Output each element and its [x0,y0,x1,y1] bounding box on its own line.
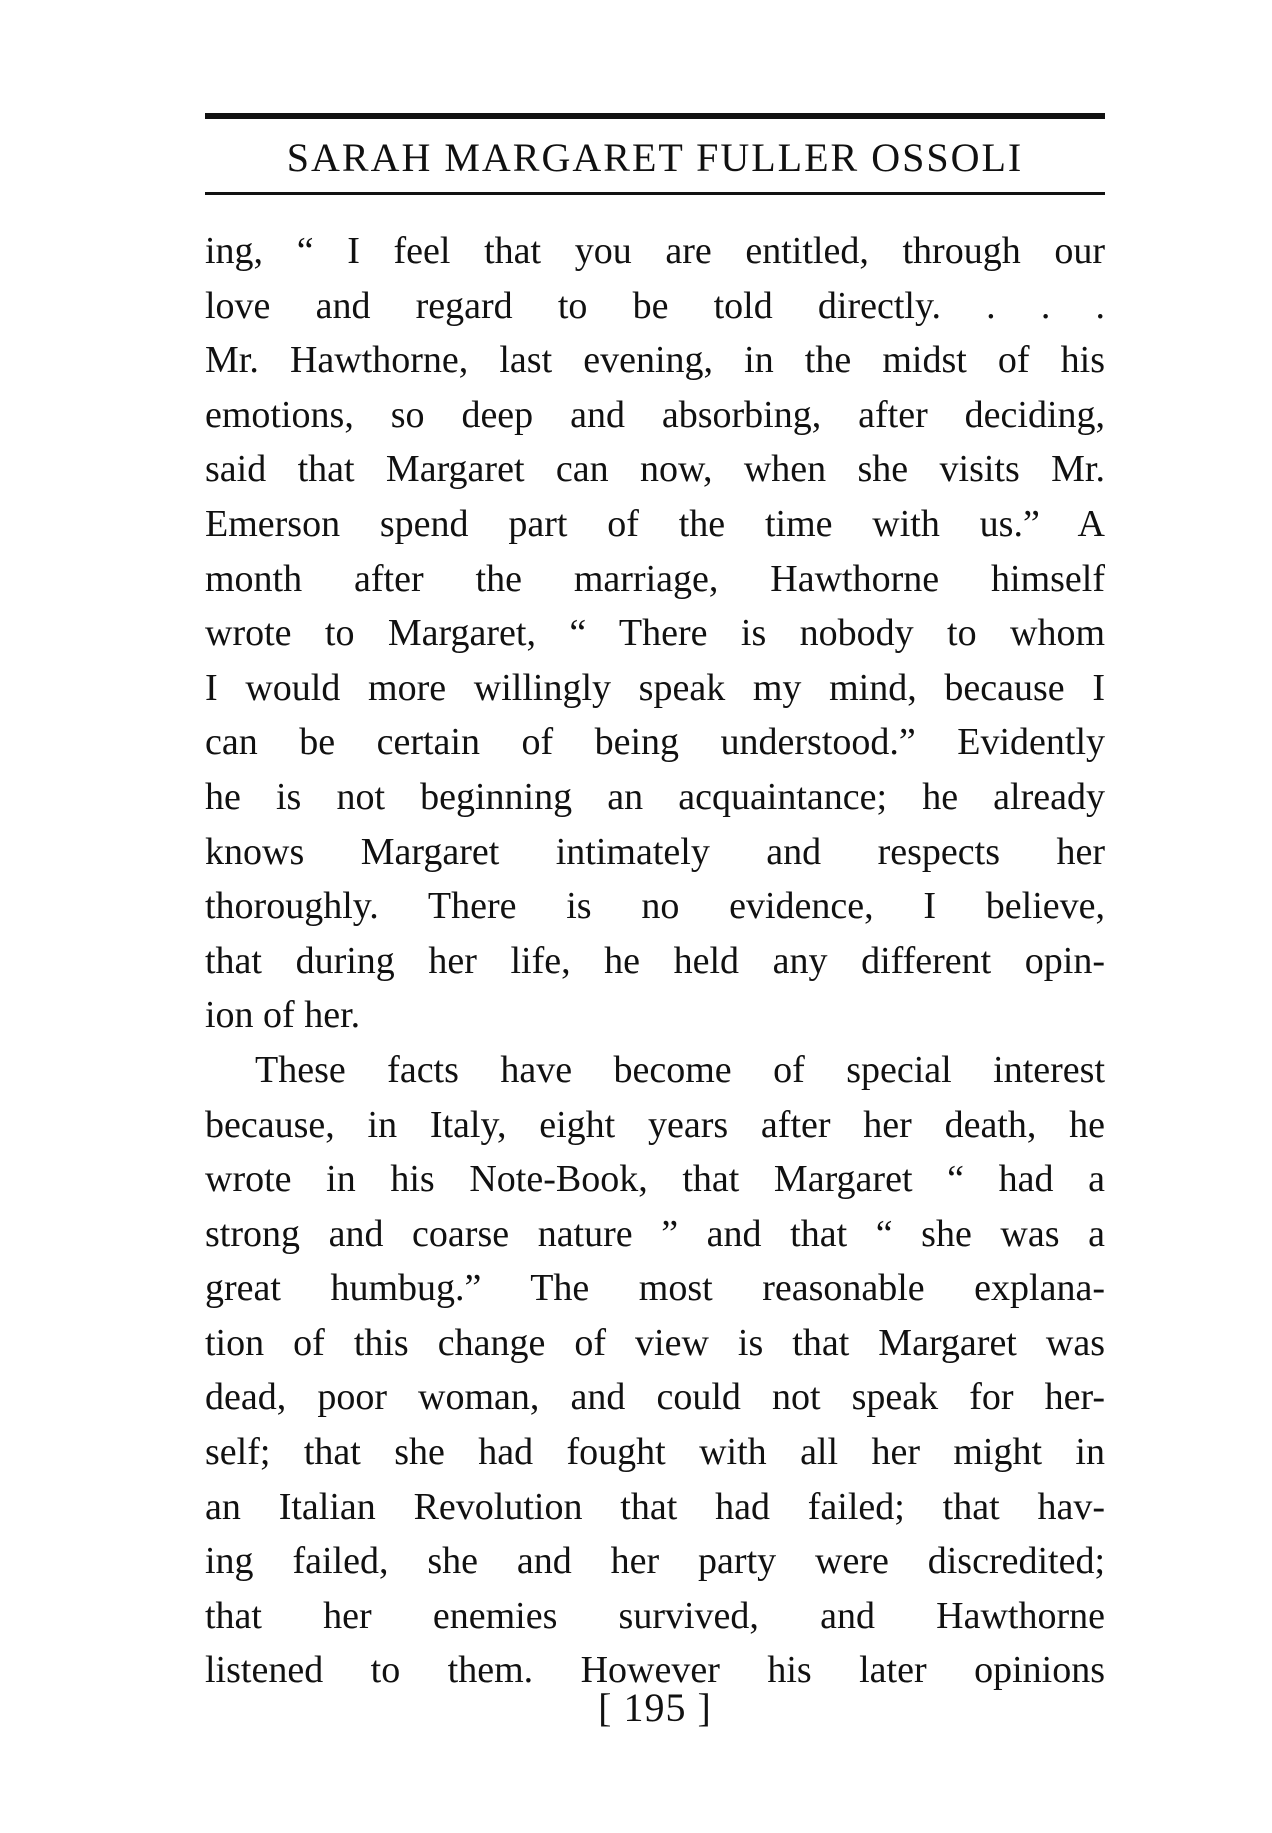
text-line: he is not beginning an acquaintance; he already [205,775,1105,818]
text-line: love and regard to be told directly. . . . [205,284,1105,327]
text-line: said that Margaret can now, when she visits Mr. [205,448,1105,491]
text-line: These facts have become of special interest [255,1048,1105,1091]
text-line: ing failed, she and her party were discredited; [205,1540,1105,1583]
text-line: self; that she had fought with all her might in [205,1431,1105,1474]
page-number: [ 195 ] [598,1685,712,1730]
text-line: because, in Italy, eight years after her death, he [205,1103,1105,1146]
text-line: month after the marriage, Hawthorne himself [205,557,1105,600]
text-line: Emerson spend part of the time with us.” A [205,502,1105,545]
text-line: can be certain of being understood.” Evidently [205,721,1105,764]
header-rule-bottom [205,192,1105,195]
body-text [205,224,1105,1698]
text-line: knows Margaret intimately and respects her [205,830,1105,873]
text-line: strong and coarse nature ” and that “ she was a [205,1212,1105,1255]
text-line: thoroughly. There is no evidence, I believe, [205,885,1105,928]
text-line: that during her life, he held any different opin- [205,939,1105,982]
text-line: ion of her. [205,994,361,1037]
text-line: Mr. Hawthorne, last evening, in the midst of his [205,339,1105,382]
text-line: listened to them. However his later opinions [205,1649,1105,1692]
text-line: I would more willingly speak my mind, because I [205,666,1105,709]
running-head: SARAH MARGARET FULLER OSSOLI [286,135,1024,180]
text-line: wrote in his Note-Book, that Margaret “ had a [205,1158,1105,1201]
text-line: dead, poor woman, and could not speak for her- [205,1376,1105,1419]
text-line: emotions, so deep and absorbing, after deciding, [205,393,1105,436]
text-line: wrote to Margaret, “ There is nobody to whom [205,612,1105,655]
header-rule-top [205,113,1105,119]
text-line: an Italian Revolution that had failed; that hav- [205,1485,1105,1528]
text-line: great humbug.” The most reasonable explana- [205,1267,1105,1310]
text-line: tion of this change of view is that Margaret was [205,1321,1105,1364]
text-line: that her enemies survived, and Hawthorne [205,1594,1105,1637]
text-line: ing, “ I feel that you are entitled, through our [205,230,1105,272]
